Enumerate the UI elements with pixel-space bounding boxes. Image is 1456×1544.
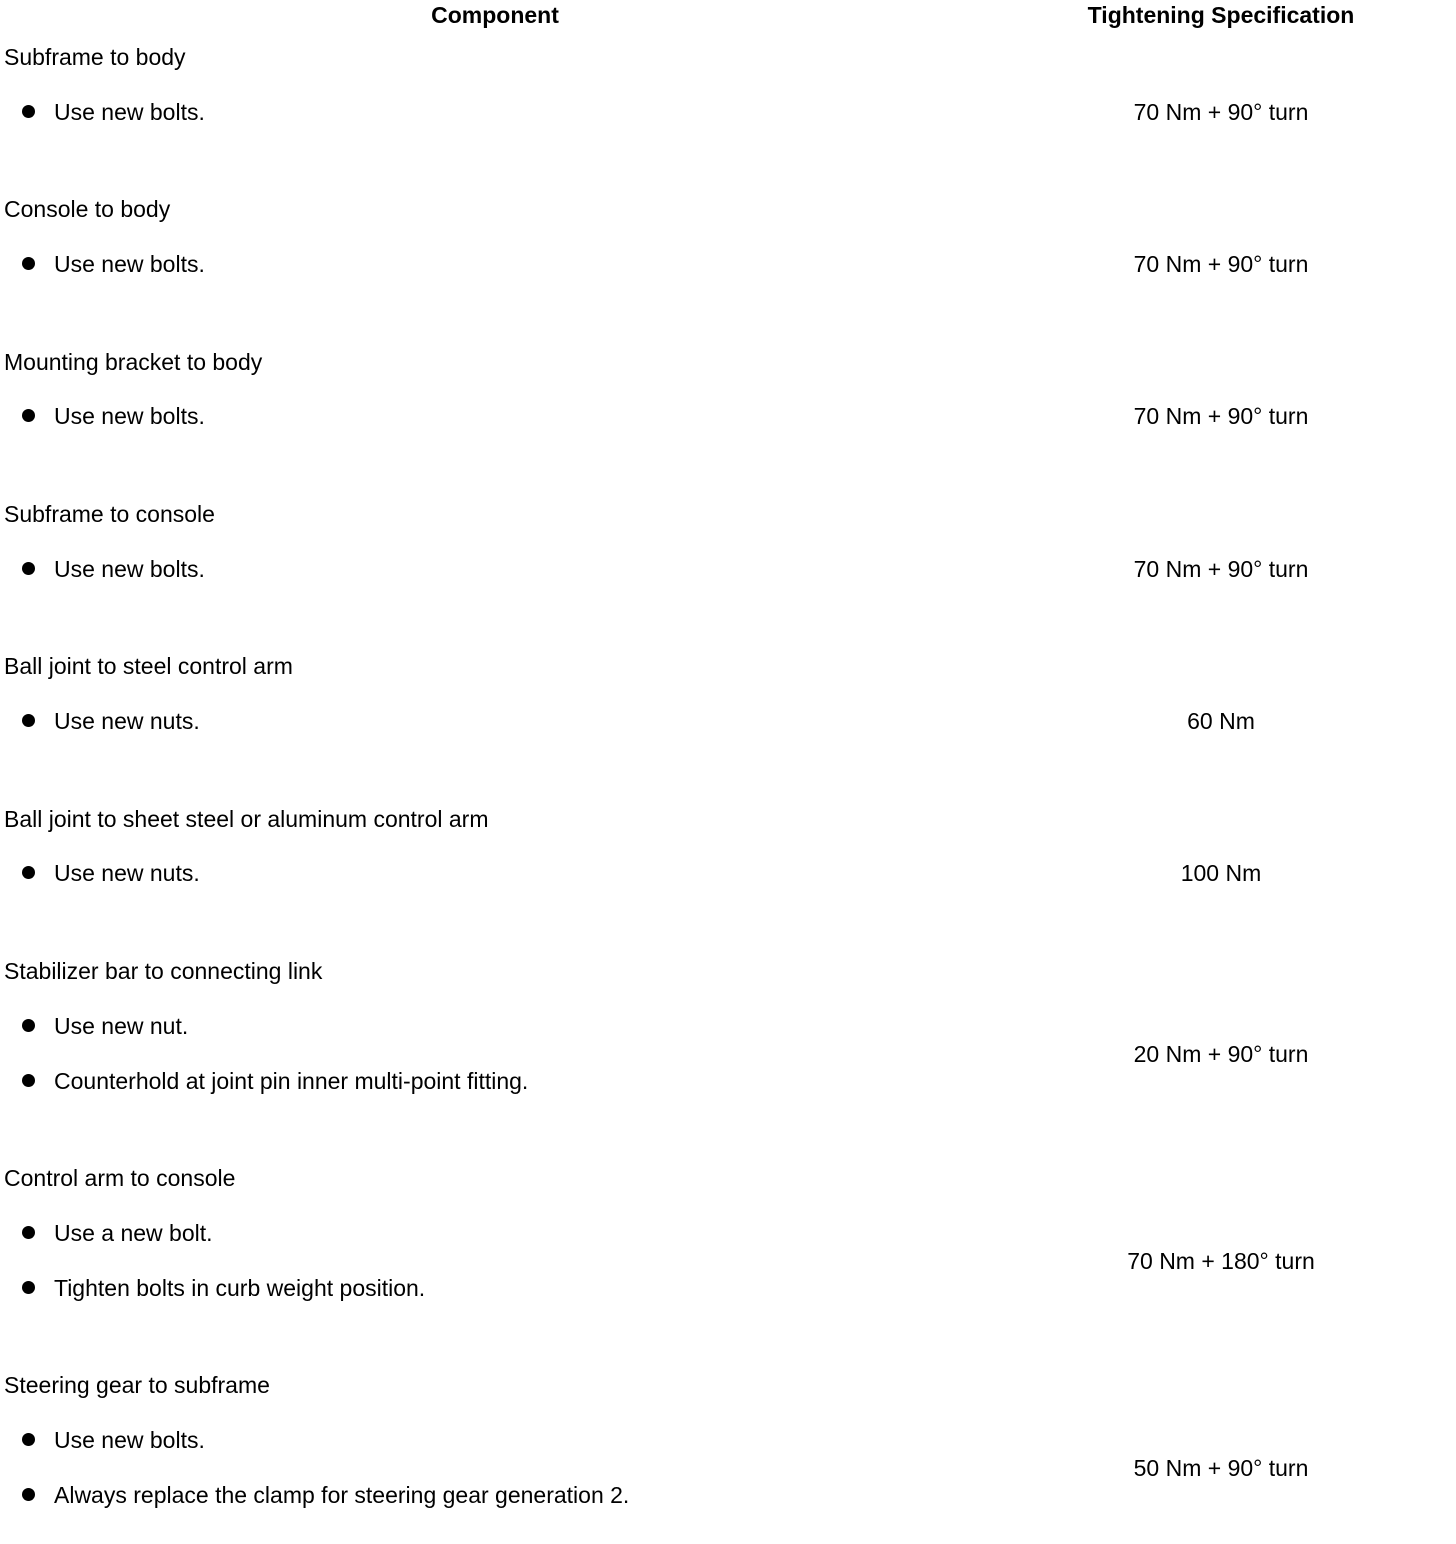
note-text: Counterhold at joint pin inner multi-point fitting. [54,1068,529,1094]
column-header-specification: Tightening Specification [1087,2,1355,28]
tightening-spec: 70 Nm + 90° turn [1133,99,1309,125]
note-item [0,1066,1000,1096]
note-item [0,858,1000,888]
bullet-icon [22,1074,35,1087]
bullet-icon [22,1019,35,1032]
note-text: Use new bolts. [54,251,205,277]
note-item [0,249,1000,279]
component-name: Control arm to console [4,1165,236,1191]
bullet-icon [22,562,35,575]
bullet-icon [22,714,35,727]
table-header [0,0,1456,30]
note-item [0,97,1000,127]
note-item [0,1218,1000,1248]
component-name: Ball joint to sheet steel or aluminum control arm [4,806,489,832]
note-text: Use a new bolt. [54,1220,213,1246]
note-text: Tighten bolts in curb weight position. [54,1275,426,1301]
note-item [0,1273,1000,1303]
tightening-spec: 70 Nm + 90° turn [1133,556,1309,582]
note-text: Use new nuts. [54,708,200,734]
note-text: Use new nuts. [54,860,200,886]
component-name: Mounting bracket to body [4,349,263,375]
tightening-spec: 70 Nm + 90° turn [1133,403,1309,429]
tightening-spec: 20 Nm + 90° turn [1133,1041,1309,1067]
bullet-icon [22,1488,35,1501]
component-name: Console to body [4,196,171,222]
bullet-icon [22,257,35,270]
note-text: Use new bolts. [54,403,205,429]
note-item [0,554,1000,584]
bullet-icon [22,1281,35,1294]
component-name: Ball joint to steel control arm [4,653,293,679]
bullet-icon [22,866,35,879]
tightening-spec: 70 Nm + 90° turn [1133,251,1309,277]
note-text: Use new bolts. [54,99,205,125]
component-name: Subframe to console [4,501,215,527]
component-name: Subframe to body [4,44,186,70]
note-text: Always replace the clamp for steering gear generation 2. [54,1482,630,1508]
column-header-component: Component [431,2,559,28]
note-item [0,1480,1000,1510]
bullet-icon [22,409,35,422]
tightening-spec: 70 Nm + 180° turn [1127,1248,1315,1274]
component-name: Stabilizer bar to connecting link [4,958,323,984]
tightening-spec: 50 Nm + 90° turn [1133,1455,1309,1481]
note-item [0,401,1000,431]
component-name: Steering gear to subframe [4,1372,270,1398]
tightening-spec: 100 Nm [1180,860,1262,886]
note-item [0,1011,1000,1041]
note-item [0,706,1000,736]
note-text: Use new bolts. [54,556,205,582]
bullet-icon [22,105,35,118]
bullet-icon [22,1226,35,1239]
note-text: Use new nut. [54,1013,189,1039]
note-item [0,1425,1000,1455]
bullet-icon [22,1433,35,1446]
note-text: Use new bolts. [54,1427,205,1453]
tightening-spec: 60 Nm [1187,708,1255,734]
